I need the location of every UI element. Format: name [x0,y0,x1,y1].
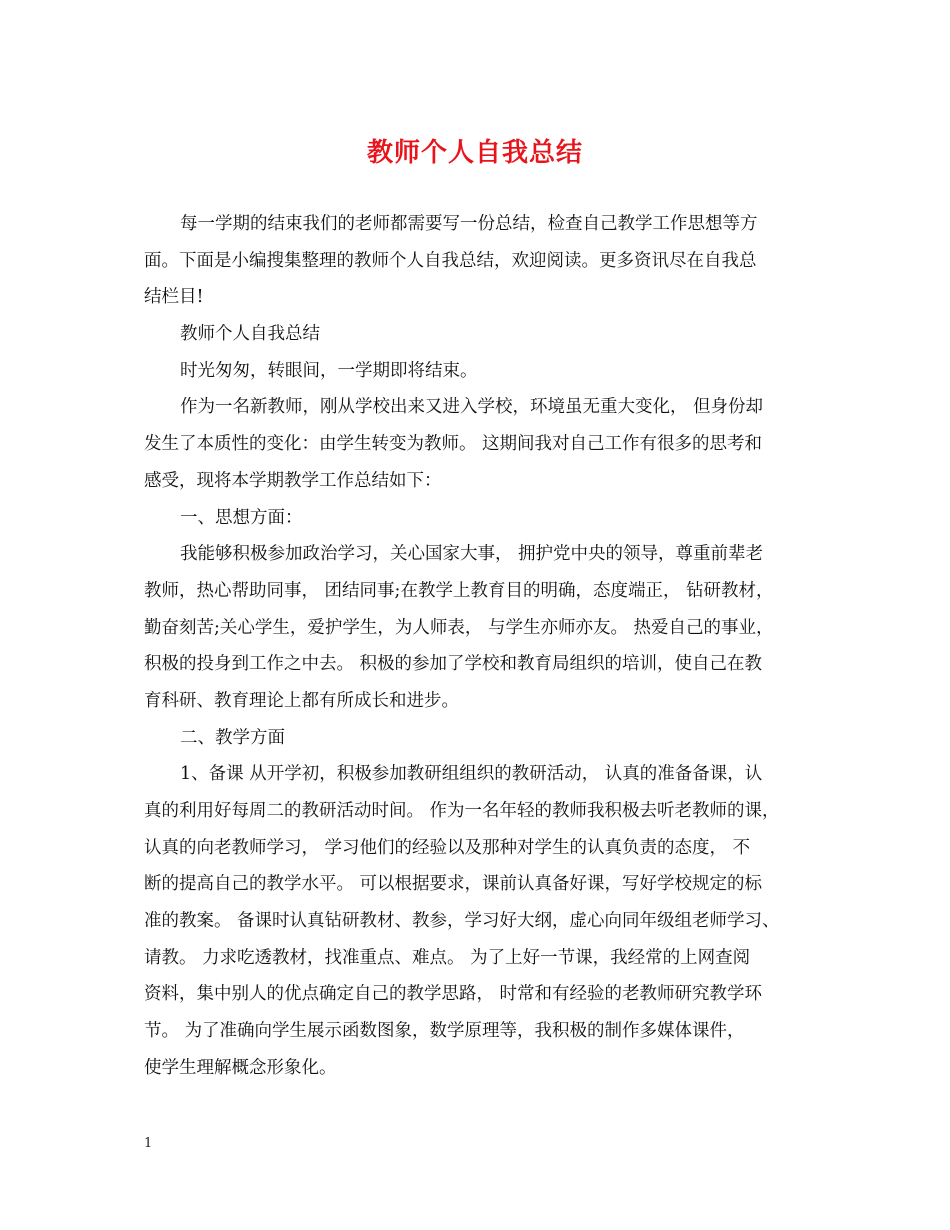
body-line: 育科研、教育理论上都有所成长和进步。 [144,690,459,711]
section-heading: 一、思想方面： [180,507,303,528]
document-body [144,206,814,1087]
page-number: 1 [144,1136,153,1151]
body-line: 请教。 力求吃透教材，找准重点、难点。 为了上好一节课，我经常的上网查阅 [144,947,751,968]
body-line: 准的教案。 备课时认真钻研教材、教参，学习好大纲，虚心向同年级组老师学习、 [144,911,780,932]
body-line: 结栏目! [144,287,204,308]
body-line: 节。 为了准确向学生展示函数图象，数学原理等，我积极的制作多媒体课件， [144,1021,745,1042]
body-line: 认真的向老教师学习， 学习他们的经验以及那种对学生的认真负责的态度， 不 [144,837,751,858]
body-line: 积极的投身到工作之中去。 积极的参加了学校和教育局组织的培训，使自己在教 [144,654,763,675]
document-title: 教师个人自我总结 [366,138,583,168]
body-line: 资料，集中别人的优点确定自己的教学思路， 时常和有经验的老教师研究教学环 [144,984,763,1005]
body-line: 使学生理解概念形象化。 [144,1057,337,1078]
body-line: 真的利用好每周二的教研活动时间。 作为一名年轻的教师我积极去听老教师的课， [144,801,780,821]
body-line: 时光匆匆，转眼间，一学期即将结束。 [180,360,478,381]
body-line: 教师，热心帮助同事， 团结同事;在教学上教育目的明确，态度端正， 钻研教材， [144,580,774,601]
body-line: 发生了本质性的变化：由学生转变为教师。 这期间我对自己工作有很多的思考和 [144,434,763,455]
body-line: 断的提高自己的教学水平。 可以根据要求，课前认真备好课，写好学校规定的标 [144,874,763,895]
section-heading: 教师个人自我总结 [180,324,320,345]
body-line: 感受，现将本学期教学工作总结如下： [144,470,442,491]
body-line: 每一学期的结束我们的老师都需要写一份总结，检查自己教学工作思想等方 [180,214,758,234]
section-heading: 二、教学方面 [180,727,285,748]
body-line: 作为一名新教师，刚从学校出来又进入学校，环境虽无重大变化， 但身份却 [180,397,764,418]
body-line: 勤奋刻苦;关心学生，爱护学生，为人师表， 与学生亦师亦友。 热爱自己的事业， [144,617,774,638]
body-line: 面。下面是小编搜集整理的教师个人自我总结，欢迎阅读。更多资讯尽在自我总 [144,250,757,271]
body-line: 我能够积极参加政治学习，关心国家大事， 拥护党中央的领导，尊重前辈老 [180,544,764,565]
body-line: 1、备课 从开学初，积极参加教研组组织的教研活动， 认真的准备备课，认 [180,764,763,785]
